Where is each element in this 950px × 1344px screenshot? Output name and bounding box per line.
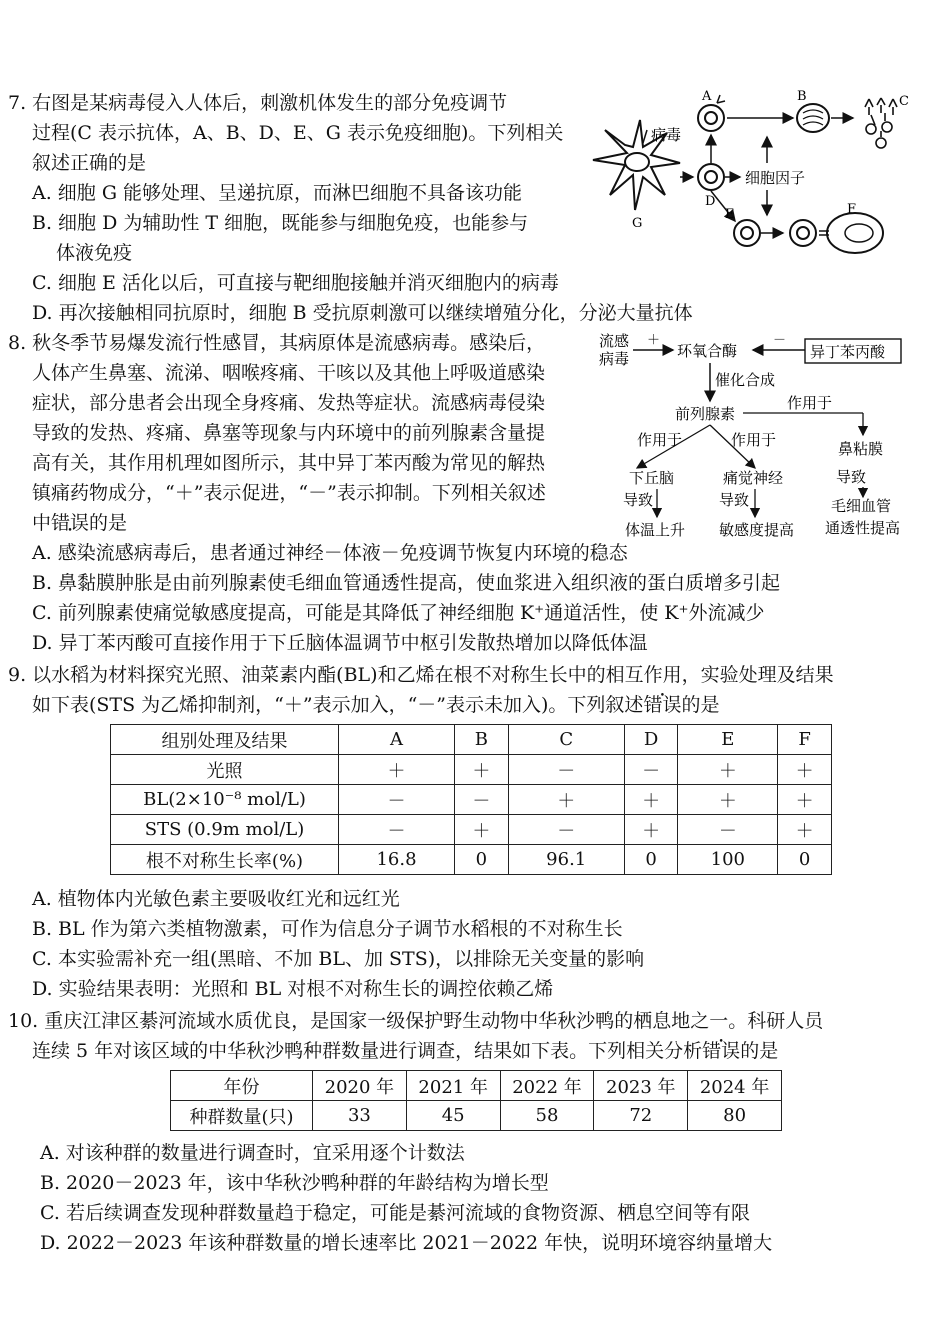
q10-stem-line2: 连续 5 年对该区域的中华秋沙鸭种群数量进行调查，结果如下表。下列相关分析错误的是	[32, 1040, 779, 1062]
table-header-cell: 2024 年	[688, 1071, 782, 1101]
table-cell: ＋	[778, 755, 832, 785]
q8-stem-line6: 镇痛药物成分，“＋”表示促进，“－”表示抑制。下列相关叙述	[32, 482, 546, 504]
q8-nasal: 鼻粘膜	[838, 440, 884, 458]
q7-stem-line3: 叙述正确的是	[32, 152, 147, 174]
q7-stem-line1: 7. 右图是某病毒侵入人体后，刺激机体发生的部分免疫调节	[8, 92, 508, 114]
q8-plus: ＋	[647, 333, 661, 348]
q8-acts-on-2: 作用于	[731, 431, 777, 449]
table-header-cell: D	[624, 725, 678, 755]
q8-cox: 环氧合酶	[677, 342, 738, 360]
table-header-cell: 2023 年	[594, 1071, 688, 1101]
table-cell: ＋	[778, 815, 832, 845]
q8-sens: 敏感度提高	[719, 521, 795, 539]
q7-stem-line2: 过程(C 表示抗体，A、B、D、E、G 表示免疫细胞)。下列相关	[32, 122, 564, 144]
cell-b-icon	[797, 104, 829, 132]
q10-stem-line1: 10. 重庆江津区綦河流域水质优良，是国家一级保护野生动物中华秋沙鸭的栖息地之一。科研人员	[8, 1010, 824, 1032]
cell-d-icon	[698, 164, 724, 190]
q8-stem-line5: 高有关，其作用机理如图所示，其中异丁苯丙酸为常见的解热	[32, 452, 546, 474]
table-cell: 根不对称生长率(%)	[111, 845, 339, 875]
table-cell: STS (0.9m mol/L)	[111, 815, 339, 845]
label-b: B	[797, 89, 807, 104]
q9-option-b: B. BL 作为第六类植物激素，可作为信息分子调节水稻根的不对称生长	[32, 918, 623, 940]
q10-option-c: C. 若后续调查发现种群数量趋于稳定，可能是綦河流域的食物资源、栖息空间等有限	[40, 1202, 750, 1224]
table-row	[171, 1101, 782, 1131]
table-cell: －	[678, 815, 778, 845]
table-row	[111, 815, 832, 845]
q8-leads-1: 导致	[623, 491, 654, 509]
table-cell: 100	[678, 845, 778, 875]
q9-table	[110, 724, 832, 875]
table-header-cell: E	[678, 725, 778, 755]
table-cell: 0	[624, 845, 678, 875]
table-cell: 72	[594, 1101, 688, 1131]
table-cell: ＋	[678, 755, 778, 785]
q8-cap1: 毛细血管	[831, 497, 892, 515]
q7-option-b-line2: 体液免疫	[56, 242, 133, 264]
q8-stem-line3: 症状，部分患者会出现全身疼痛、发热等症状。流感病毒侵染	[32, 392, 546, 414]
q7-option-d: D. 再次接触相同抗原时，细胞 B 受抗原刺激可以继续增殖分化，分泌大量抗体	[32, 302, 693, 324]
table-cell: －	[339, 785, 455, 815]
q7-option-b-line1: B. 细胞 D 为辅助性 T 细胞，既能参与细胞免疫，也能参与	[32, 212, 529, 234]
table-cell: －	[455, 785, 509, 815]
table-cell: BL(2×10⁻⁸ mol/L)	[111, 785, 339, 815]
table-cell: －	[508, 815, 624, 845]
table-cell: 33	[313, 1101, 407, 1131]
q8-option-a: A. 感染流感病毒后，患者通过神经－体液－免疫调节恢复内环境的稳态	[32, 542, 628, 564]
q9-option-c: C. 本实验需补充一组(黑暗、不加 BL、加 STS)，以排除无关变量的影响	[32, 948, 645, 970]
q8-leads-3: 导致	[836, 468, 867, 486]
q10-option-b: B. 2020－2023 年，该中华秋沙鸭种群的年龄结构为增长型	[40, 1172, 549, 1194]
table-header-cell: 组别处理及结果	[111, 725, 339, 755]
label-c: C	[899, 94, 909, 109]
table-header-cell: 2021 年	[406, 1071, 500, 1101]
table-header-cell: 2022 年	[500, 1071, 594, 1101]
table-header-cell: B	[455, 725, 509, 755]
table-header-cell: C	[508, 725, 624, 755]
table-cell: 光照	[111, 755, 339, 785]
table-row	[111, 755, 832, 785]
q8-cap2: 通透性提高	[825, 519, 901, 537]
q8-stem-line1: 8. 秋冬季节易爆发流行性感冒，其病原体是流感病毒。感染后，	[8, 332, 546, 354]
table-cell: 0	[778, 845, 832, 875]
q7-immune-diagram	[585, 85, 925, 260]
table-cell: －	[508, 755, 624, 785]
table-cell: ＋	[339, 755, 455, 785]
table-cell: ＋	[624, 815, 678, 845]
antibody-c-icon	[865, 98, 897, 148]
q8-temp: 体温上升	[625, 521, 686, 539]
q8-option-b: B. 鼻黏膜肿胀是由前列腺素使毛细血管通透性提高，使血浆进入组织液的蛋白质增多引起	[32, 572, 781, 594]
q8-stem-line4: 导致的发热、疼痛、鼻塞等现象与内环境中的前列腺素含量提	[32, 422, 546, 444]
table-cell: ＋	[455, 755, 509, 785]
table-header-cell: A	[339, 725, 455, 755]
q8-pg: 前列腺素	[675, 405, 736, 423]
table-cell: ＋	[624, 785, 678, 815]
q8-stem-line7: 中错误的是	[32, 512, 128, 534]
table-cell: 80	[688, 1101, 782, 1131]
cell-f-icon	[790, 213, 883, 253]
table-header-cell: 2020 年	[313, 1071, 407, 1101]
label-a: A	[702, 89, 712, 104]
table-row	[171, 1071, 782, 1101]
table-header-cell: F	[778, 725, 832, 755]
q8-acts-on-1: 作用于	[637, 431, 683, 449]
table-row	[111, 725, 832, 755]
label-e: E	[725, 207, 735, 222]
label-virus: 病毒	[651, 126, 682, 144]
table-row	[111, 785, 832, 815]
table-cell: 0	[455, 845, 509, 875]
table-cell: 16.8	[339, 845, 455, 875]
q8-pain: 痛觉神经	[723, 469, 784, 487]
table-row	[111, 845, 832, 875]
q8-mechanism-diagram	[595, 333, 925, 548]
label-d: D	[705, 194, 716, 209]
q8-option-c: C. 前列腺素使痛觉敏感度提高，可能是其降低了神经细胞 K⁺通道活性，使 K⁺外流减少	[32, 602, 765, 624]
q8-hypo: 下丘脑	[629, 469, 675, 487]
table-cell: ＋	[508, 785, 624, 815]
q8-virus-label2: 病毒	[599, 350, 630, 368]
q8-virus-label1: 流感	[599, 333, 630, 350]
label-f: F	[847, 202, 857, 217]
q9-stem-line1: 9. 以水稻为材料探究光照、油菜素内酯(BL)和乙烯在根不对称生长中的相互作用，实验处理及结果	[8, 664, 834, 686]
q10-option-a: A. 对该种群的数量进行调查时，宜采用逐个计数法	[40, 1142, 465, 1164]
q8-minus: －	[773, 333, 787, 348]
table-cell: 58	[500, 1101, 594, 1131]
q8-acts-on-3: 作用于	[787, 394, 833, 412]
cell-e-icon	[734, 220, 760, 246]
q8-stem-line2: 人体产生鼻塞、流涕、咽喉疼痛、干咳以及其他上呼吸道感染	[32, 362, 546, 384]
table-cell: ＋	[778, 785, 832, 815]
label-cytokine: 细胞因子	[745, 169, 806, 187]
q10-table	[170, 1070, 782, 1131]
q10-option-d: D. 2022－2023 年该种群数量的增长速率比 2021－2022 年快，说明环境容纳量增大	[40, 1232, 773, 1254]
table-cell: ＋	[455, 815, 509, 845]
table-cell: －	[624, 755, 678, 785]
table-cell: 96.1	[508, 845, 624, 875]
q8-option-d: D. 异丁苯丙酸可直接作用于下丘脑体温调节中枢引发散热增加以降低体温	[32, 632, 648, 654]
label-g: G	[632, 216, 643, 231]
q9-option-d: D. 实验结果表明：光照和 BL 对根不对称生长的调控依赖乙烯	[32, 978, 554, 1000]
table-cell: 45	[406, 1101, 500, 1131]
q7-option-a: A. 细胞 G 能够处理、呈递抗原，而淋巴细胞不具备该功能	[32, 182, 523, 204]
table-header-cell: 年份	[171, 1071, 313, 1101]
table-cell: 种群数量(只)	[171, 1101, 313, 1131]
table-cell: －	[339, 815, 455, 845]
q8-catalyze: 催化合成	[715, 371, 776, 389]
q8-leads-2: 导致	[719, 491, 750, 509]
q7-option-c: C. 细胞 E 活化以后，可直接与靶细胞接触并消灭细胞内的病毒	[32, 272, 559, 294]
table-cell: ＋	[678, 785, 778, 815]
q9-stem-line2: 如下表(STS 为乙烯抑制剂，“＋”表示加入，“－”表示未加入)。下列叙述错误的是	[32, 694, 720, 716]
q9-option-a: A. 植物体内光敏色素主要吸收红光和远红光	[32, 888, 400, 910]
q8-drug: 异丁苯丙酸	[810, 343, 886, 361]
